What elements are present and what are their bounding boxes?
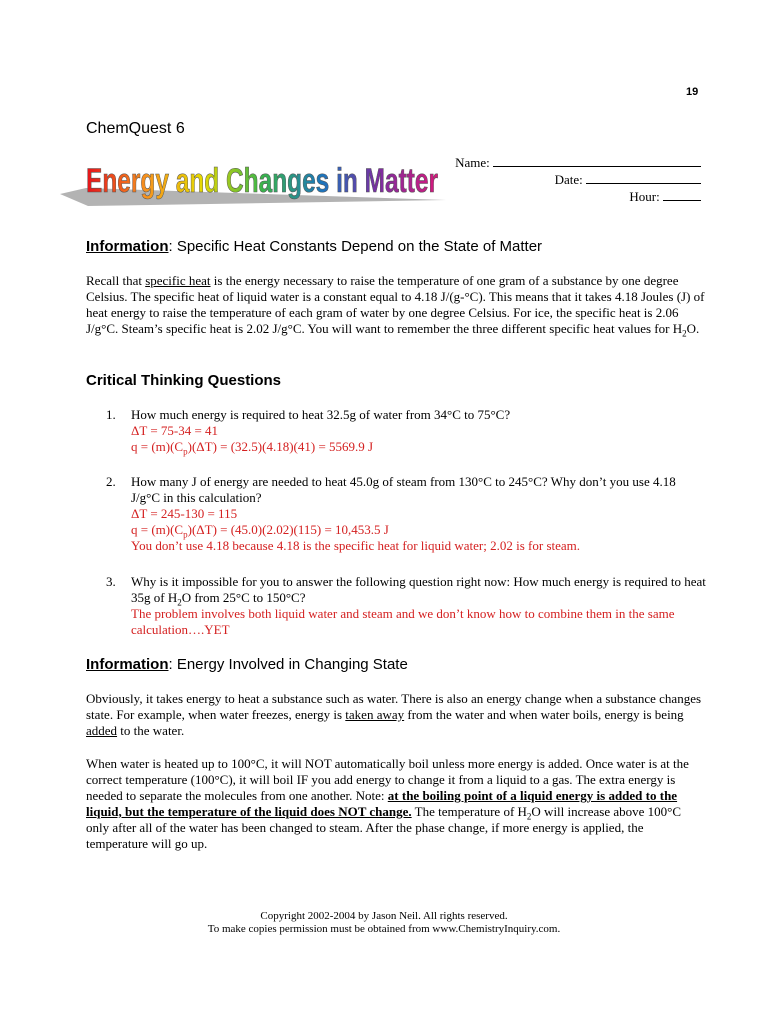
info-heading-2-text: : Energy Involved in Changing State	[168, 656, 408, 673]
info-label-2: Information	[86, 656, 169, 673]
term-specific-heat: specific heat	[145, 273, 211, 288]
text: to the water.	[117, 723, 185, 738]
term-taken-away: taken away	[345, 707, 405, 722]
question-3	[106, 574, 706, 638]
name-field-row	[455, 154, 701, 171]
key-note: at the boiling point of a liquid energy is added to the liquid, but the temperature of the liquid does NOT change.	[86, 788, 678, 819]
answer-line: The problem involves both liquid water and steam and we don’t know how to combine them in the same calculation….YET	[131, 606, 675, 637]
question-text: How much energy is required to heat 32.5g of water from 34°C to 75°C?	[131, 407, 511, 422]
name-label: Name:	[455, 155, 490, 170]
answer-line: ΔT = 75-34 = 41	[131, 423, 219, 438]
answer-line: ΔT = 245-130 = 115	[131, 506, 238, 521]
text: O.	[686, 321, 700, 336]
text: Obviously, it takes energy to heat a substance such as water. There is also an energy change when a substance changes state. For example, when water freezes, energy is	[86, 691, 702, 722]
subscript: p	[183, 529, 188, 540]
title-graphic	[58, 148, 448, 210]
text: q = (m)(C	[131, 439, 184, 454]
subscript: 2	[682, 328, 687, 339]
info-paragraph-1	[86, 273, 706, 337]
info-paragraph-3	[86, 756, 706, 852]
info-heading-1-text: : Specific Heat Constants Depend on the State of Matter	[168, 238, 543, 255]
page-title	[58, 148, 448, 210]
text: O from 25°C to 150°C?	[181, 590, 306, 605]
subscript: 2	[526, 811, 532, 822]
permission-line: To make copies permission must be obtained from www.ChemistryInquiry.com.	[207, 923, 561, 935]
name-blank[interactable]	[493, 154, 701, 167]
answer-line	[131, 439, 706, 455]
date-field-row	[455, 171, 701, 188]
text: )(ΔT) = (45.0)(2.02)(115) = 10,453.5 J	[187, 522, 389, 537]
info-heading-2	[86, 656, 408, 673]
date-label: Date:	[554, 172, 583, 187]
subscript: p	[183, 446, 188, 457]
question-number: 2.	[106, 474, 116, 489]
student-fields	[455, 154, 701, 205]
question-number: 1.	[106, 407, 116, 422]
question-text: How many J of energy are needed to heat 45.0g of steam from 130°C to 245°C? Why don’t you use 4.18 J/g°C in this calculation?	[131, 474, 676, 505]
term-added: added	[86, 723, 118, 738]
hour-blank[interactable]	[663, 188, 701, 201]
page-number: 19	[686, 86, 699, 98]
hour-label: Hour:	[629, 189, 660, 204]
ctq-heading: Critical Thinking Questions	[86, 372, 282, 389]
info-paragraph-2	[86, 691, 706, 739]
series-label: ChemQuest 6	[86, 120, 185, 137]
title-text: Energy and Changes in Matter	[86, 162, 438, 200]
question-2	[106, 474, 706, 554]
subscript: 2	[177, 597, 182, 608]
question-number: 3.	[106, 574, 116, 589]
text: The temperature of H	[411, 804, 527, 819]
answer-line	[131, 522, 706, 538]
date-blank[interactable]	[586, 171, 701, 184]
text: q = (m)(C	[131, 522, 184, 537]
question-text	[131, 574, 706, 606]
info-heading-1	[86, 238, 542, 255]
hour-field-row	[455, 188, 701, 205]
answer-line: You don’t use 4.18 because 4.18 is the specific heat for liquid water; 2.02 is for steam.	[131, 538, 581, 553]
text: Why is it impossible for you to answer the following question right now: How much energy is required to heat 35g of H	[131, 574, 706, 605]
copyright-line: Copyright 2002-2004 by Jason Neil. All rights reserved.	[260, 910, 508, 922]
text: Recall that	[86, 273, 146, 288]
question-1	[106, 407, 706, 455]
text: from the water and when water boils, energy is being	[404, 707, 684, 722]
footer	[0, 910, 768, 936]
text: is the energy necessary to raise the temperature of one gram of a substance by one degree Celsius. The specific heat of liquid water is a constant equal to 4.18 J/(g-°C). This means that it takes 4.18 Joules (J) of heat energy to raise the temperature of each gram of water by one degree Celsius. For ice, the specific heat is 2.06 J/g°C. Steam’s specific heat is 2.02 J/g°C. You will want to remember the three different specific heat values for H	[86, 273, 705, 336]
text: )(ΔT) = (32.5)(4.18)(41) = 5569.9 J	[187, 439, 374, 454]
text: O will increase above 100°C only after all of the water has been changed to steam. After the phase change, if more energy is applied, the temperature will go up.	[86, 804, 682, 851]
info-label-1: Information	[86, 238, 169, 255]
text: When water is heated up to 100°C, it will NOT automatically boil unless more energy is added. Once water is at the correct temperature (100°C), it will boil IF you add energy to change it from a liquid to a gas. The extra energy is needed to separate the molecules from one another. Note:	[86, 756, 689, 803]
